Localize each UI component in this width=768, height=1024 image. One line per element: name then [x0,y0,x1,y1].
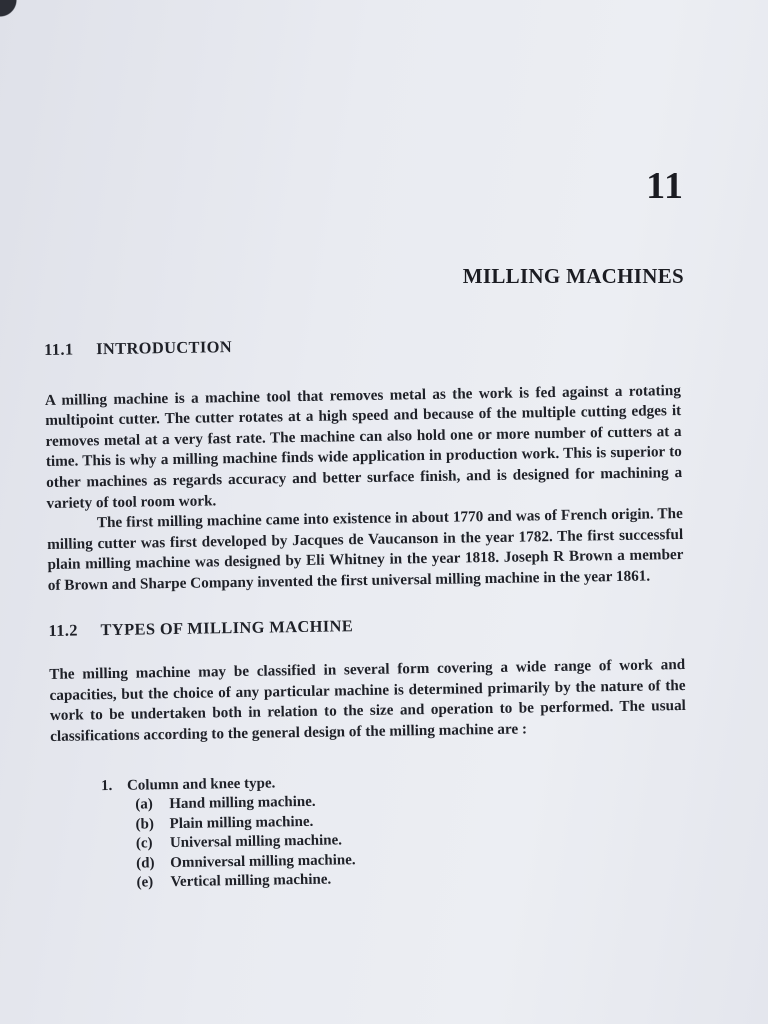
sublist-letter: (c) [135,835,153,852]
section-number: 11.2 [48,620,79,640]
section-number: 11.1 [44,339,74,359]
section-heading-types [48,611,684,642]
sublist-text: Plain milling machine. [169,813,314,832]
sublist-letter: (a) [135,796,153,813]
chapter-title: MILLING MACHINES [462,264,684,288]
sublist-letter: (d) [136,855,155,872]
list-number: 1. [100,777,113,794]
sublist-text: Universal milling machine. [169,832,343,852]
intro-paragraph-1: A milling machine is a machine tool that removes metal as the work is fed against a rotating multipoint cutter. The cutter rotates at a high speed and because of the multiple cutting edges it removes metal at a very fast rate. The machine can also hold one or more number of cutters at a time. This is why a milling machine finds wide application in production work. This is superior to other machines as regards accuracy and better surface finish, and is designed for machining a variety of tool room work. [44,381,683,512]
page-shadow-corner [0,0,40,40]
intro-paragraph-2: The first milling machine came into existence in about 1770 and was of French origin. The milling cutter was first developed by Jacques de Vaucanson in the year 1782. The first successful plain milling machine was designed by Eli Whitney in the year 1818. Joseph R Brown a member of Brown and Sharpe Company invented the first universal milling machine in the year 1861. [47,505,684,594]
sublist-letter: (b) [135,816,155,833]
section-heading-introduction [44,330,680,361]
list-title: Column and knee type. [126,774,276,794]
classification-list [101,767,689,894]
sublist-letter: (e) [136,874,154,892]
section-title: INTRODUCTION [95,337,233,359]
page-content [44,330,689,895]
section-title: TYPES OF MILLING MACHINE [100,615,354,639]
chapter-number: 11 [646,165,684,207]
types-paragraph: The milling machine may be classified in several form covering a wide range of work and capacities, but the choice of any particular machine is determined primarily by the nature of the work to be undertaken both in relation to the size and operation to be performed. The usual classifications according to the general design of the milling machine are : [49,656,686,745]
sublist [135,787,688,894]
sublist-text: Omniversal milling machine. [170,852,356,871]
show-through-text [300,48,431,224]
sublist-text: Vertical milling machine. [170,872,332,891]
sublist-text: Hand milling machine. [169,793,316,813]
